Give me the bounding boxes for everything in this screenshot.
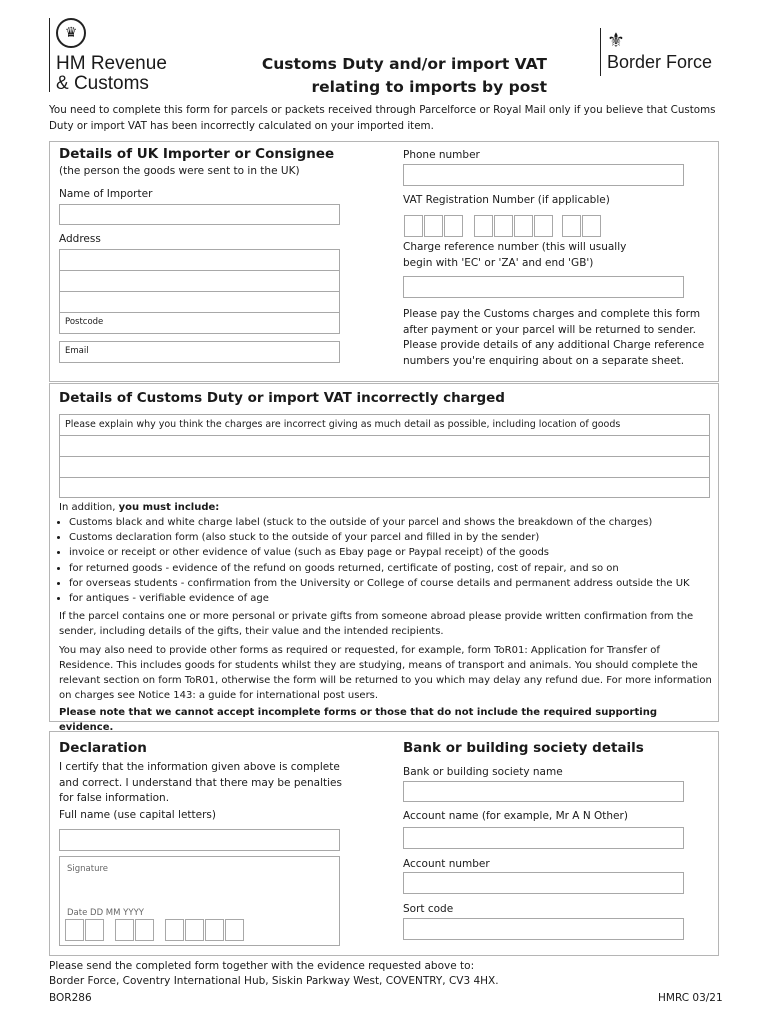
email-input[interactable]	[59, 341, 340, 363]
vat-label: VAT Registration Number (if applicable)	[403, 194, 610, 206]
declaration-heading: Declaration	[59, 740, 147, 756]
name-label: Name of Importer	[59, 188, 153, 200]
form-code: BOR286	[49, 992, 92, 1004]
date-label: Date DD MM YYYY	[67, 908, 144, 918]
fullname-input[interactable]	[59, 829, 340, 851]
explanation-line4[interactable]	[59, 477, 710, 498]
royal-crest-icon: ⚜	[607, 28, 625, 52]
sort-code-label: Sort code	[403, 903, 454, 915]
crown-icon: ♛	[56, 18, 86, 48]
postcode-input[interactable]	[59, 312, 340, 334]
title-line1: Customs Duty and/or import VAT	[261, 55, 547, 73]
address-line1-input[interactable]	[59, 249, 340, 271]
account-number-input[interactable]	[403, 872, 684, 894]
account-number-label: Account number	[403, 858, 490, 870]
sort-code-input[interactable]	[403, 918, 684, 940]
list-item: • for overseas students - confirmation from the University or College of course details and permanent address outside the UK	[69, 576, 714, 591]
charges-heading: Details of Customs Duty or import VAT incorrectly charged	[59, 390, 505, 406]
list-item: • for antiques - verifiable evidence of age	[69, 591, 714, 606]
payment-note: Please pay the Customs charges and complete this form after payment or your parcel will be returned to sender. Please provide details of any additional Charge reference numbers you're enquiring about on a separate sheet.	[403, 308, 705, 367]
list-item: • for returned goods - evidence of the refund on goods returned, certificate of posting, cost of repair, and so on	[69, 561, 714, 576]
gifts-text: If the parcel contains one or more personal or private gifts from someone abroad please provide written confirmation from the sender, including details of the gifts, their value and the intended recipients.	[59, 611, 694, 638]
postcode-label: Postcode	[65, 317, 104, 327]
account-name-input[interactable]	[403, 827, 684, 849]
warning-text: Please note that we cannot accept incomplete forms or those that do not include the required supporting evidence.	[59, 707, 657, 734]
importer-subheading: (the person the goods were sent to in the UK)	[59, 165, 300, 177]
signature-label: Signature	[67, 864, 109, 874]
requirements	[59, 500, 714, 735]
hmrc-logo-line2: & Customs	[56, 73, 149, 94]
border-force-logo	[600, 28, 712, 76]
charge-ref-label: Charge reference number (this will usually begin with 'EC' or 'ZA' and end 'GB')	[403, 241, 627, 269]
importer-name-input[interactable]	[59, 204, 340, 225]
list-item: • Customs declaration form (also stuck to the outside of your parcel and filled in by the sender)	[69, 530, 714, 545]
list-item: • invoice or receipt or other evidence of value (such as Ebay page or Paypal receipt) of the goods	[69, 545, 714, 560]
title-line2: relating to imports by post	[311, 78, 547, 96]
explain-label: Please explain why you think the charges are incorrect giving as much detail as possible, including location of goods	[65, 419, 621, 430]
border-force-text: Border Force	[607, 52, 713, 72]
fullname-label: Full name (use capital letters)	[59, 809, 216, 821]
address-line3-input[interactable]	[59, 291, 340, 313]
address-line2-input[interactable]	[59, 270, 340, 292]
explanation-line1[interactable]	[59, 414, 710, 436]
email-label: Email	[65, 346, 89, 356]
intro-text: You need to complete this form for parcels or packets received through Parcelforce or Royal Mail only if you believe that Customs Duty or import VAT has been incorrectly calculated on your imported item.	[49, 104, 716, 132]
phone-input[interactable]	[403, 164, 684, 186]
bank-heading: Bank or building society details	[403, 740, 644, 756]
explanation-line3[interactable]	[59, 456, 710, 478]
page-title	[230, 53, 547, 99]
bank-name-label: Bank or building society name	[403, 766, 563, 778]
bank-name-input[interactable]	[403, 781, 684, 802]
explanation-line2[interactable]	[59, 435, 710, 457]
include-prefix: In addition,	[59, 502, 119, 513]
account-name-label: Account name (for example, Mr A N Other)	[403, 810, 628, 822]
send-instructions: Please send the completed form together with the evidence requested above to:	[49, 960, 475, 972]
declaration-text: I certify that the information given above is complete and correct. I understand that there may be penalties for false information.	[59, 761, 342, 804]
phone-label: Phone number	[403, 149, 480, 161]
hmrc-logo-line1: HM Revenue	[56, 53, 167, 74]
address-label: Address	[59, 233, 101, 245]
charge-ref-input[interactable]	[403, 276, 684, 298]
other-forms-text: You may also need to provide other forms as required or requested, for example, form ToR01: Application for Transfer of Residence. This includes goods for students whilst they are studying, means of transport and animals. You should complete the relevant section on form ToR01, otherwise the form will be returned to you which may delay any refund due. For more information on charges see Notice 143: a guide for international post users.	[59, 645, 712, 702]
include-bold: you must include:	[118, 502, 220, 513]
return-address: Border Force, Coventry International Hub, Siskin Parkway West, COVENTRY, CV3 4HX.	[49, 975, 499, 987]
form-version: HMRC 03/21	[658, 992, 723, 1004]
importer-heading: Details of UK Importer or Consignee	[59, 146, 335, 162]
evidence-list	[59, 515, 714, 606]
hmrc-logo	[49, 18, 167, 92]
list-item: • Customs black and white charge label (stuck to the outside of your parcel and shows the breakdown of the charges)	[69, 515, 714, 530]
